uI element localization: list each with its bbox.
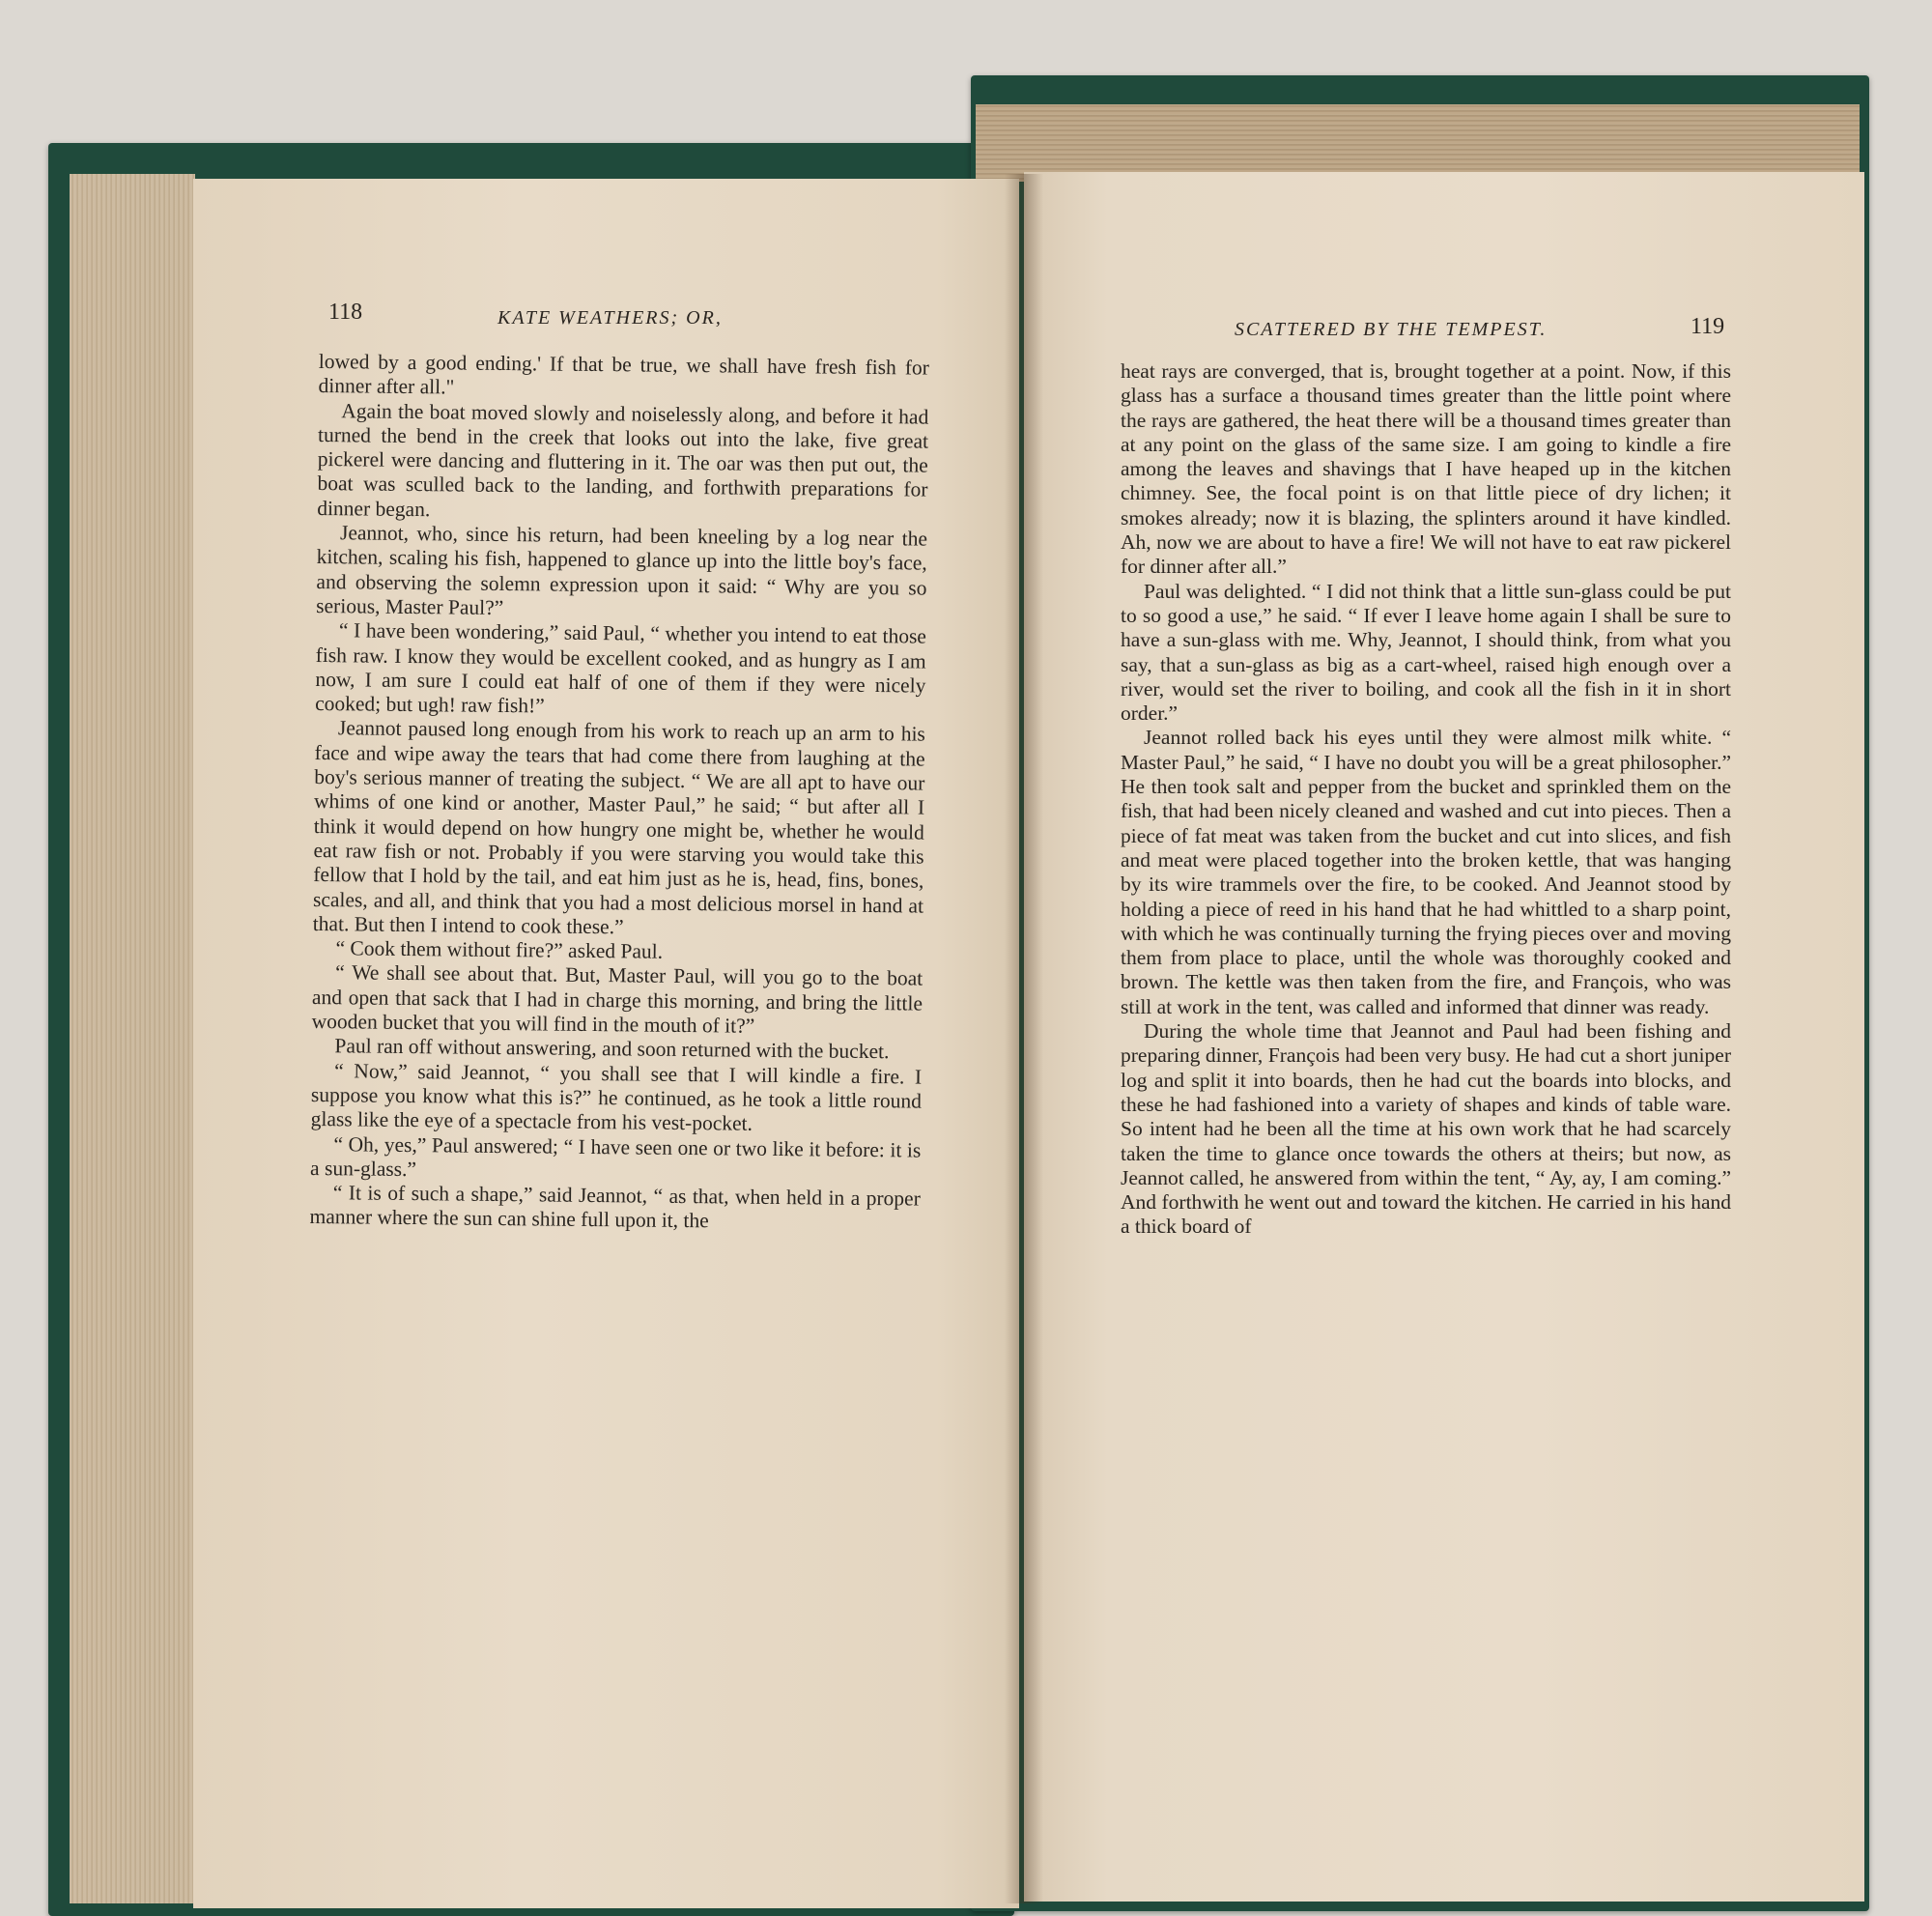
right-top-page-edges <box>976 104 1860 182</box>
paragraph: During the whole time that Jeannot and Paul had been fishing and preparing dinner, François had been very busy. He had cut a short juniper log and split it into boards, then he had cut the boards into blocks, and these he had fashioned into a variety of shapes and kinds of table ware. So intent had he been all the time at his own work that he had scarcely taken the time to glance once towards the others at theirs; but now, as Jeannot called, he answered from within the tent, “ Ay, ay, I am coming.” And forthwith he went out and toward the kitchen. He carried in his hand a thick board of <box>1121 1019 1731 1239</box>
paragraph: “ Now,” said Jeannot, “ you shall see that I will kindle a fire. I suppose you know what this is?” he continued, as he took a little round glass like the eye of a spectacle from his vest-pocket. <box>310 1058 923 1135</box>
left-page-edges <box>70 174 195 1903</box>
paragraph: Jeannot, who, since his return, had been kneeling by a log near the kitchen, scaling his fish, happened to glance up into the little boy's face, and observing the solemn expression upon it said: “ Why are you so serious, Master Paul?” <box>316 521 928 619</box>
paragraph: Paul ran off without answering, and soon returned with the bucket. <box>334 1034 890 1064</box>
spine-gutter <box>1005 174 1043 1903</box>
right-page-number: 119 <box>1690 314 1725 339</box>
left-running-head: KATE WEATHERS; OR, <box>497 307 723 329</box>
paragraph: “ Oh, yes,” Paul answered; “ I have seen one or two like it before: it is a sun-glass.” <box>310 1131 922 1181</box>
paragraph: “ Cook them without fire?” asked Paul. <box>335 936 664 963</box>
paragraph: Again the boat moved slowly and noiselessly along, and before it had turned the bend in the creek that looks out into the lake, five great pickerel were dancing and fluttering in it. The oar was then put out, the boat was sculled back to the landing, and forthwith preparations for dinner began. <box>317 398 929 521</box>
paragraph: Jeannot rolled back his eyes until they were almost milk white. “ Master Paul,” he said, “ I have no doubt you will be a great philosopher.” He then took salt and pepper from the bucket and sprinkled them on the fish, that had been nicely cleaned and washed and cut into pieces. Then a piece of fat meat was taken from the bucket and cut into slices, and fish and meat were placed together into the broken kettle, that was hanging by its wire trammels over the fire, to be cooked. And Jeannot stood by holding a piece of reed in his hand that he had whittled to a sharp point, with which he was continually turning the frying pieces over and moving them from place to place, until the whole was thoroughly cooked and brown. The kettle was then taken from the fire, and François, who was still at work in the tent, was called and informed that dinner was ready. <box>1121 726 1731 1018</box>
left-page-text <box>309 350 929 1236</box>
paragraph: “ I have been wondering,” said Paul, “ whether you intend to eat those fish raw. I know they would be excellent cooked, and as hungry as I am now, I am sure I could eat half of one of them if they were nicely cooked; but ugh! raw fish!” <box>315 618 927 718</box>
right-page-text <box>1121 359 1731 1240</box>
paragraph: heat rays are converged, that is, brought together at a point. Now, if this glass has a surface a thousand times greater than the little point where the rays are gathered, the heat there will be a thousand times greater than at any point on the glass of the same size. I am going to kindle a fire among the leaves and shavings that I have heaped up in the kitchen chimney. See, the focal point is on that little piece of dry lichen; it smokes already; now it is blazing, the splinters around it have kindled. Ah, now we are about to have a fire! We will not have to eat raw pickerel for dinner after all.” <box>1121 359 1731 579</box>
paragraph: Paul was delighted. “ I did not think that a little sun-glass could be put to so good a use,” he said. “ If ever I leave home again I shall be sure to have a sun-glass with me. Why, Jeannot, I should think, from what you say, that a sun-glass as big as a cart-wheel, raised high enough over a river, would set the river to boiling, and cook all the fish in it in short order.” <box>1121 579 1731 726</box>
left-page-number: 118 <box>328 300 363 325</box>
paragraph: “ We shall see about that. But, Master Paul, will you go to the boat and open that sack that I had in charge this morning, and bring the little wooden bucket that you will find in the mouth of it?” <box>311 960 923 1038</box>
paragraph: Jeannot paused long enough from his work to reach up an arm to his face and wipe away the tears that had come there from laughing at the boy's serious manner of treating the subject. “ We are all apt to have our whims of one kind or another, Master Paul,” he said; “ but after all I think it would depend on how hungry one might be, whether he would eat raw fish or not. Probably if you were starving you would take this fellow that I hold by the tail, and eat him just as he is, head, fins, bones, scales, and all, and think that you had a most delicious morsel in hand at that. But then I intend to cook these.” <box>312 716 925 939</box>
right-running-head: SCATTERED BY THE TEMPEST. <box>1235 319 1548 340</box>
paragraph: “ It is of such a shape,” said Jeannot, “ as that, when held in a proper manner where the sun can shine full upon it, the <box>309 1181 921 1233</box>
paragraph: lowed by a good ending.' If that be true, we shall have fresh fish for dinner after all." <box>318 350 929 399</box>
